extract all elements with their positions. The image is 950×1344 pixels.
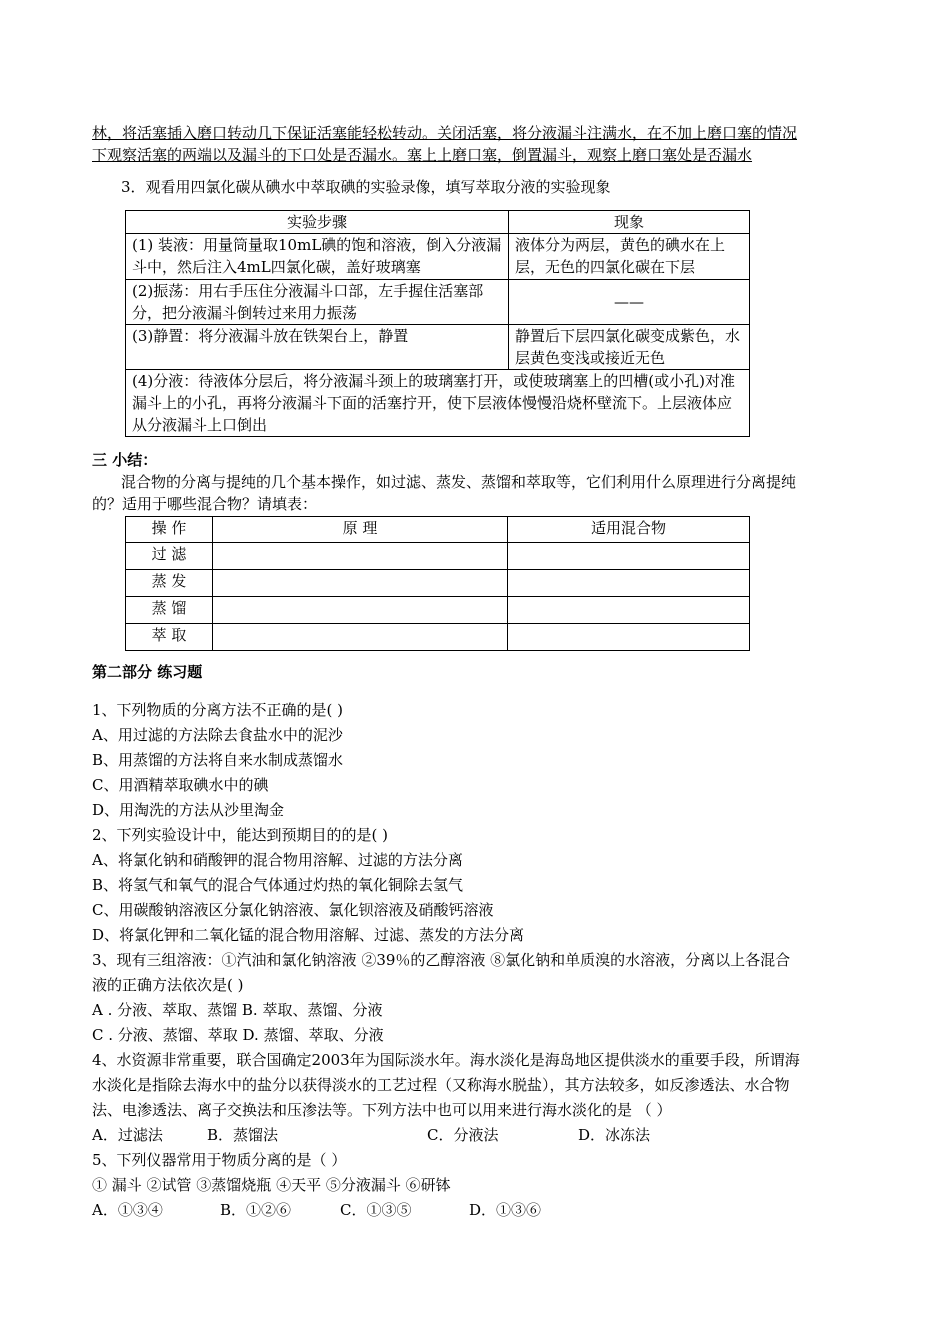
exercise-line: 4、水资源非常重要，联合国确定2003年为国际淡水年。海水淡化是海岛地区提供淡水的重要手段，所谓海 bbox=[92, 1051, 800, 1069]
summary-mixture-cell bbox=[508, 570, 750, 597]
exercise-line: B、将氢气和氧气的混合气体通过灼热的氧化铜除去氢气 bbox=[92, 876, 464, 894]
exp-step-3: (3)静置：将分液漏斗放在铁架台上，静置 bbox=[126, 325, 509, 370]
q4-option-b: B．蒸馏法 bbox=[207, 1126, 279, 1144]
part2-heading: 第二部分 练习题 bbox=[92, 663, 203, 681]
exercise-line: C . 分液、蒸馏、萃取 D. 蒸馏、萃取、分液 bbox=[92, 1026, 384, 1044]
summary-principle-cell bbox=[213, 624, 508, 651]
summary-op: 蒸 馏 bbox=[126, 597, 213, 624]
exercise-line: B、用蒸馏的方法将自来水制成蒸馏水 bbox=[92, 751, 344, 769]
exp-header-step: 实验步骤 bbox=[126, 211, 509, 234]
exp-phenomenon-2: —— bbox=[509, 280, 750, 325]
exp-step-1: (1) 装液：用量筒量取10mL碘的饱和溶液，倒入分液漏斗中，然后注入4mL四氯化碳，盖好玻璃塞 bbox=[126, 234, 509, 280]
exercise-line: D、将氯化钾和二氧化锰的混合物用溶解、过滤、蒸发的方法分离 bbox=[92, 926, 525, 944]
exercise-line: C、用酒精萃取碘水中的碘 bbox=[92, 776, 269, 794]
summary-line-1: 混合物的分离与提纯的几个基本操作，如过滤、蒸发、蒸馏和萃取等，它们利用什么原理进行分离提纯 bbox=[121, 473, 797, 491]
q5-option-c: C．①③⑤ bbox=[340, 1201, 412, 1219]
summary-principle-cell bbox=[213, 597, 508, 624]
exp-phenomenon-1: 液体分为两层，黄色的碘水在上层，无色的四氯化碳在下层 bbox=[509, 234, 750, 280]
summary-principle-cell bbox=[213, 543, 508, 570]
experiment-table bbox=[125, 210, 750, 437]
q5-option-a: A．①③④ bbox=[92, 1201, 163, 1219]
q4-option-d: D．冰冻法 bbox=[578, 1126, 651, 1144]
intro-line-1: 林，将活塞插入磨口转动几下保证活塞能轻松转动。关闭活塞，将分液漏斗注满水，在不加上磨口塞的情况 bbox=[92, 124, 798, 142]
exercise-line: D、用淘洗的方法从沙里淘金 bbox=[92, 801, 285, 819]
exp-header-phenomenon: 现象 bbox=[509, 211, 750, 234]
exercise-line: 3、现有三组溶液：①汽油和氯化钠溶液 ②39％的乙醇溶液 ⑧氯化钠和单质溴的水溶液，分离以上各混合 bbox=[92, 951, 791, 969]
exercise-line: 1、下列物质的分离方法不正确的是( ) bbox=[92, 701, 344, 719]
summary-mixture-cell bbox=[508, 597, 750, 624]
summary-mixture-cell bbox=[508, 624, 750, 651]
exercise-line: 水淡化是指除去海水中的盐分以获得淡水的工艺过程（又称海水脱盐），其方法较多，如反渗透法、水合物 bbox=[92, 1076, 790, 1094]
summary-header-op: 操 作 bbox=[126, 517, 213, 543]
summary-op: 过 滤 bbox=[126, 543, 213, 570]
summary-header-mixture: 适用混合物 bbox=[508, 517, 750, 543]
summary-heading: 三 小结： bbox=[92, 451, 158, 469]
exercise-line: A . 分液、萃取、蒸馏 B. 萃取、蒸馏、分液 bbox=[92, 1001, 383, 1019]
summary-principle-cell bbox=[213, 570, 508, 597]
exercise-line: 液的正确方法依次是( ) bbox=[92, 976, 244, 994]
exercise-line: C、用碳酸钠溶液区分氯化钠溶液、氯化钡溶液及硝酸钙溶液 bbox=[92, 901, 494, 919]
summary-op: 蒸 发 bbox=[126, 570, 213, 597]
summary-line-2: 的？适用于哪些混合物？请填表： bbox=[92, 495, 318, 513]
exp-phenomenon-3: 静置后下层四氯化碳变成紫色，水层黄色变浅或接近无色 bbox=[509, 325, 750, 370]
q5-question: 5、下列仪器常用于物质分离的是（ ） bbox=[92, 1151, 347, 1169]
summary-header-principle: 原 理 bbox=[213, 517, 508, 543]
summary-op: 萃 取 bbox=[126, 624, 213, 651]
exercise-line: 法、电渗透法、离子交换法和压渗法等。下列方法中也可以用来进行海水淡化的是 （ ） bbox=[92, 1101, 672, 1119]
exp-step-4: (4)分液：待液体分层后，将分液漏斗颈上的玻璃塞打开，或使玻璃塞上的凹槽(或小孔)对准漏斗上的小孔，再将分液漏斗下面的活塞拧开，使下层液体慢慢沿烧杯壁流下。上层液体应从分液漏斗上口倒出 bbox=[126, 370, 750, 437]
exercise-line: 2、下列实验设计中，能达到预期目的的是( ) bbox=[92, 826, 389, 844]
q4-option-c: C．分液法 bbox=[427, 1126, 499, 1144]
step3-text: 3．观看用四氯化碳从碘水中萃取碘的实验录像，填写萃取分液的实验现象 bbox=[121, 178, 611, 196]
summary-mixture-cell bbox=[508, 543, 750, 570]
exercise-line: A、用过滤的方法除去食盐水中的泥沙 bbox=[92, 726, 343, 744]
exp-step-2: (2)振荡：用右手压住分液漏斗口部，左手握住活塞部分，把分液漏斗倒转过来用力振荡 bbox=[126, 280, 509, 325]
intro-line-2: 下观察活塞的两端以及漏斗的下口处是否漏水。塞上上磨口塞，倒置漏斗，观察上磨口塞处是否漏水 bbox=[92, 146, 753, 164]
q5-option-d: D．①③⑥ bbox=[469, 1201, 542, 1219]
exercise-line: A、将氯化钠和硝酸钾的混合物用溶解、过滤的方法分离 bbox=[92, 851, 463, 869]
summary-table bbox=[125, 516, 750, 651]
q5-option-b: B．①②⑥ bbox=[220, 1201, 292, 1219]
q4-option-a: A．过滤法 bbox=[92, 1126, 163, 1144]
q5-items: ① 漏斗 ②试管 ③蒸馏烧瓶 ④天平 ⑤分液漏斗 ⑥研钵 bbox=[92, 1176, 451, 1194]
